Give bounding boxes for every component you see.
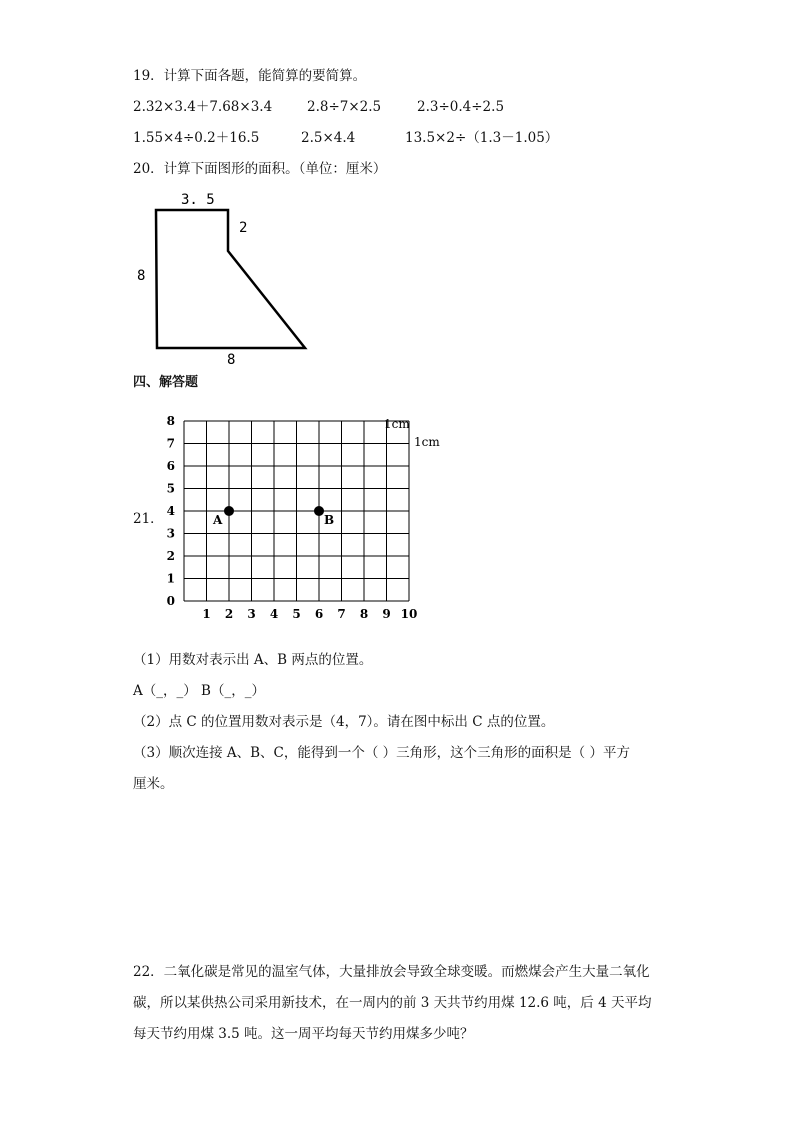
point-a bbox=[224, 506, 234, 516]
q21-part1-answer: A（_，_） B（_，_） bbox=[133, 683, 265, 699]
q21-part2: （2）点 C 的位置用数对表示是（4，7）。请在图中标出 C 点的位置。 bbox=[133, 714, 555, 730]
grid-lines bbox=[184, 421, 409, 601]
y-tick-label: 7 bbox=[166, 436, 175, 451]
y-tick-label: 4 bbox=[166, 504, 175, 518]
y-tick-label: 5 bbox=[166, 481, 175, 496]
x-tick-label: 3 bbox=[247, 607, 256, 621]
x-tick-label: 6 bbox=[314, 607, 324, 621]
x-tick-label: 8 bbox=[359, 607, 369, 621]
y-tick-label: 8 bbox=[166, 414, 175, 428]
y-tick-label: 6 bbox=[166, 459, 175, 473]
y-tick-label: 0 bbox=[166, 594, 175, 608]
q20-title: 20．计算下面图形的面积。（单位：厘米） bbox=[133, 161, 387, 177]
q21-part3: （3）顺次连接 A、B、C，能得到一个（ ）三角形，这个三角形的面积是（ ）平方 bbox=[133, 745, 630, 761]
x-tick-label: 5 bbox=[292, 607, 301, 621]
point-label-b: B bbox=[324, 513, 335, 527]
y-tick-label: 3 bbox=[166, 526, 175, 541]
y-tick-label: 1 bbox=[166, 571, 175, 586]
q20-label-left: 8 bbox=[137, 268, 146, 284]
q22-line-3: 每天节约用煤 3.5 吨。这一周平均每天节约用煤多少吨？ bbox=[133, 1026, 474, 1042]
x-tick-labels bbox=[202, 607, 417, 621]
unit-label-x: 1cm bbox=[384, 417, 410, 431]
q21-number: 21． bbox=[133, 511, 164, 527]
q21-part1: （1）用数对表示出 A、B 两点的位置。 bbox=[133, 652, 373, 668]
x-tick-label: 1 bbox=[202, 607, 211, 621]
point-b bbox=[314, 506, 324, 516]
q22-line-1: 22．二氧化碳是常见的温室气体，大量排放会导致全球变暖。而燃煤会产生大量二氧化 bbox=[133, 964, 650, 980]
y-tick-labels bbox=[167, 414, 175, 608]
q19-expr-6: 13.5×2÷（1.3－1.05） bbox=[405, 130, 559, 146]
q20-label-right: 2 bbox=[239, 220, 248, 236]
q19-expr-2: 2.8÷7×2.5 bbox=[307, 99, 382, 115]
unit-label-y: 1cm bbox=[414, 435, 440, 449]
x-tick-label: 7 bbox=[337, 607, 346, 621]
point-label-a: A bbox=[213, 513, 223, 527]
x-tick-label: 4 bbox=[269, 607, 279, 621]
q19-expr-1: 2.32×3.4＋7.68×3.4 bbox=[133, 99, 273, 115]
section-heading: 四、解答题 bbox=[133, 375, 199, 390]
q19-expr-5: 2.5×4.4 bbox=[301, 130, 356, 146]
y-tick-label: 2 bbox=[166, 549, 175, 563]
q20-label-top: 3. 5 bbox=[181, 192, 215, 208]
q22-line-2: 碳，所以某供热公司采用新技术，在一周内的前 3 天共节约用煤 12.6 吨，后 4 天平均 bbox=[133, 995, 652, 1011]
x-tick-label: 2 bbox=[224, 607, 234, 621]
q19-title: 19．计算下面各题，能简算的要简算。 bbox=[133, 68, 367, 84]
grid-points bbox=[212, 506, 334, 527]
q21-part3-cont: 厘米。 bbox=[133, 776, 174, 792]
x-tick-label: 9 bbox=[382, 607, 391, 621]
q20-label-bottom: 8 bbox=[227, 352, 236, 368]
x-tick-label: 10 bbox=[400, 607, 418, 621]
q19-expr-3: 2.3÷0.4÷2.5 bbox=[417, 99, 505, 115]
q19-expr-4: 1.55×4÷0.2＋16.5 bbox=[133, 130, 260, 146]
